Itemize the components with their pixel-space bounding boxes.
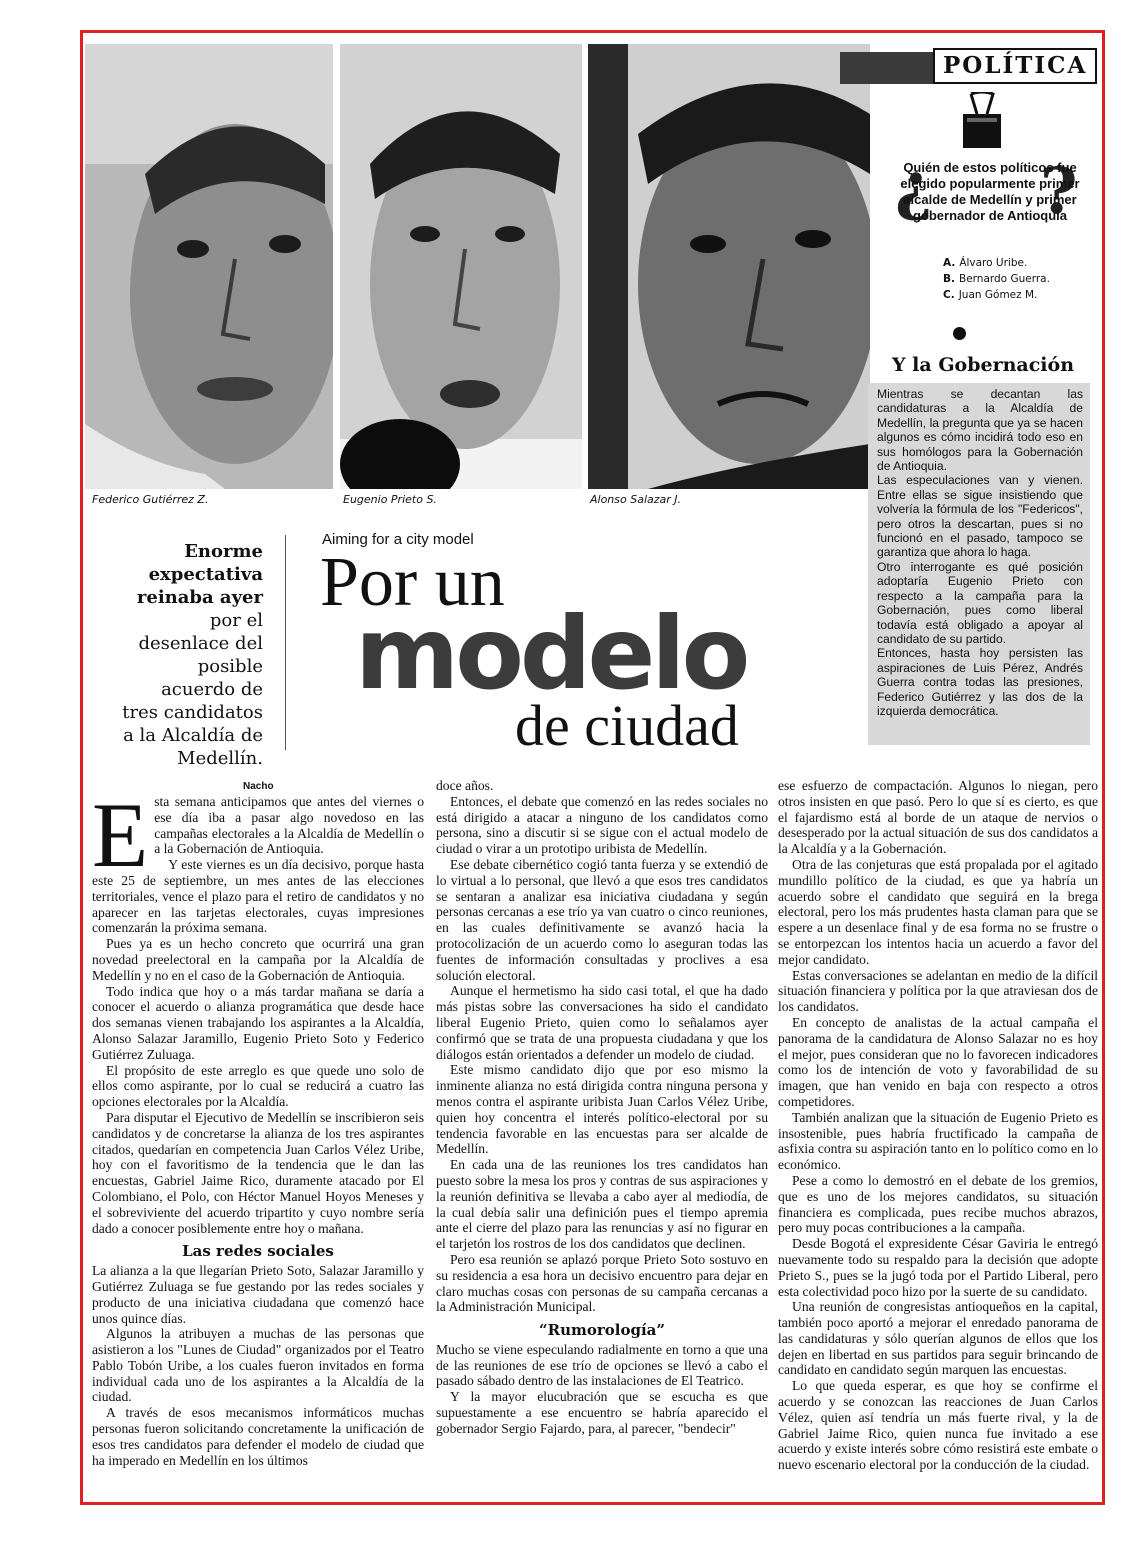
photo-caption: Federico Gutiérrez Z. xyxy=(92,493,209,506)
paragraph: Otra de las conjeturas que está propalada por el agitado mundillo político de la ciudad, es que ya habría un acuerdo sobre el candidato que seguirá en la brega electoral, pero los más prudentes hasta claman para que se espere a un desenlace final y de esa forma no se frustre o se entorpezcan los intentos hacia un acuerdo a favor del mejor candidato. xyxy=(778,856,1098,967)
sidebar-paragraph: Otro interrogante es qué posición adoptaría Eugenio Prieto con respecto a la campaña para la Gobernación, pues como liberal todavía está obligado a apoyar al candidato de su partido. xyxy=(877,559,1083,646)
paragraph: Desde Bogotá el expresidente César Gaviria le entregó nuevamente todo su respaldo para la decisión que adopte Prieto S., pues se la jugó toda por el Partido Liberal, pero esta colectividad poco hizo por la suerte de su candidato. xyxy=(778,1236,1098,1299)
headline-line3: de ciudad xyxy=(515,693,739,758)
byline: Nacho xyxy=(243,781,274,792)
deck-summary: Enorme expectativa reinaba ayer por el desenlace del posible acuerdo de tres candidatos a la Alcaldía de Medellín. xyxy=(122,541,263,769)
photo-eugenio xyxy=(340,44,582,489)
paragraph: También analizan que la situación de Eugenio Prieto es insostenible, pues habría fructificado la campaña de asfixia contra su aspiración tanto en lo político como en lo económico. xyxy=(778,1109,1098,1173)
article-column-2 xyxy=(436,778,768,1437)
paragraph: Una reunión de congresistas antioqueños en la capital, también poco aportó a mejorar el enredado panorama de las candidaturas y sólo querían algunos de ellos que los dejen en libertad en sus partidos para seguir brincando de candidato en candidato según marquen las encuestas. xyxy=(778,1299,1098,1378)
subhead: “Rumorología” xyxy=(538,1321,666,1340)
photo-federico xyxy=(85,44,333,489)
paragraph: Lo que queda esperar, es que hoy se confirme el acuerdo y se conozcan las reacciones de Juan Carlos Vélez, quien así tendría un más fuerte rival, y la de Gabriel Jaime Rico, quien nunca fue invitado a ese acuerdo y existe interés sobre cómo resistirá este embate o nuevo escenario electoral por la conducción de la ciudad. xyxy=(778,1378,1098,1473)
sidebar-title: Y la Gobernación xyxy=(892,354,1075,376)
paragraph: Y este viernes es un día decisivo, porque hasta este 25 de septiembre, un mes antes de las elecciones territoriales, vence el plazo para el retiro de candidatos y no aparecer en las tarjetas electorales, cuyas impresiones comenzarán la próxima semana. xyxy=(92,857,424,936)
headline-line2: modelo xyxy=(355,595,747,712)
paragraph: Para disputar el Ejecutivo de Medellín se inscribieron seis candidatos y de concretarse la alianza de los tres aspirantes citados, quedarían en competencia Juan Carlos Vélez Uribe, hoy con el favoritismo de la tendencia que le dan las encuestas, Gabriel Jaime Rico, duramente atacado por El Colombiano, el Polo, con Héctor Manuel Hoyos Meneses y el sobreviviente del acuerdo tripartito y cuyo nombre sería dado a conocer posiblemente entre hoy o mañana. xyxy=(92,1109,424,1236)
inverted-question-mark: ¿ xyxy=(895,149,933,224)
quiz-option: C. Juan Gómez M. xyxy=(943,289,1038,301)
headline-line1: Por un xyxy=(320,544,505,621)
paragraph: Algunos la atribuyen a muchas de las personas que asistieron a los "Lunes de Ciudad" organizados por el Teatro Pablo Tobón Uribe, a los cuales fueron invitados en forma individual cada uno de los aspirantes a la Alcaldía de la ciudad. xyxy=(92,1326,424,1405)
quiz-options xyxy=(943,255,1050,303)
sidebar-paragraph: Entonces, hasta hoy persisten las aspiraciones de Luis Pérez, Andrés Guerra contra todas las presiones, Federico Gutiérrez y las dos de la izquierda democrática. xyxy=(877,646,1083,718)
paragraph: Entonces, el debate que comenzó en las redes sociales no está dirigido a atacar a ninguno de los candidatos como persona, sino a discutir si se sigue con el actual modelo de ciudad o virar a un prototipo uribista de Medellín. xyxy=(436,793,768,857)
paragraph: En cada una de las reuniones los tres candidatos han puesto sobre la mesa los pros y contras de sus aspiraciones y la reunión definitiva se llevaba a cabo ayer al mediodía, de la cual debía salir una definición pues el tiempo apremia ante el cierre del plazo para las renuncias y así no figurar en el tarjetón los rostros de los dos candidatos que declinen. xyxy=(436,1157,768,1252)
paragraph: Mucho se viene especulando radialmente en torno a que una de las reuniones de ese trío de opciones se llevó a cabo el pasado sábado dentro de las instalaciones de El Teatrico. xyxy=(436,1341,768,1389)
headline-kicker: Aiming for a city model xyxy=(322,531,474,548)
paragraph: En concepto de analistas de la actual campaña el panorama de la candidatura de Alonso Salazar no es hoy el mejor, pues consideran que no lo favorecen indicadores como los de intención de voto y favorabilidad de su imagen, que han venido en baja con respecto a otros competidores. xyxy=(778,1014,1098,1109)
section-label: POLÍTICA xyxy=(933,48,1097,84)
binder-clip-icon xyxy=(957,92,1007,150)
paragraph: El propósito de este arreglo es que quede uno solo de ellos como aspirante, por lo cual se reducirá a cuatro las opciones electorales por la Alcaldía. xyxy=(92,1062,424,1110)
bullet-dot-icon xyxy=(953,327,966,340)
paragraph: Pero esa reunión se aplazó porque Prieto Soto sostuvo en su residencia a esa hora un decisivo encuentro para dejar en claro muchas cosas con personas de su campaña cercanas a la Administración Municipal. xyxy=(436,1251,768,1315)
sidebar-text xyxy=(877,387,1083,718)
paragraph: ese esfuerzo de compactación. Algunos lo niegan, pero otros insisten en que pasó. Pero lo que sí es cierto, es que el fajardismo está al borde de un ataque de nervios o desesperado por la actual situación de sus dos candidatos a la Alcaldía y a la Gobernación. xyxy=(778,778,1098,857)
paragraph: doce años. xyxy=(436,778,494,793)
paragraph: Estas conversaciones se adelantan en medio de la difícil situación financiera y política por la que atraviesan dos de los candidatos. xyxy=(778,967,1098,1015)
quiz-option: B. Bernardo Guerra. xyxy=(943,273,1050,285)
photo-caption: Alonso Salazar J. xyxy=(590,493,682,506)
sidebar-paragraph: Las especulaciones van y vienen. Entre ellas se sigue insistiendo que volvería la fórmula de los "Federicos", pero otros la descartan, pues si no funcionó en el pasado, tampoco se garantiza que ahora lo haga. xyxy=(877,473,1083,560)
photo-caption: Eugenio Prieto S. xyxy=(343,493,437,506)
divider xyxy=(285,535,286,750)
paragraph: Y la mayor elucubración que se escucha es que supuestamente a ese encuentro se habría aparecido el gobernador Sergio Fajardo, para, al parecer, "bendecir" xyxy=(436,1389,768,1436)
photo-alonso xyxy=(588,44,870,489)
paragraph: Aunque el hermetismo ha sido casi total, el que ha dado más pistas sobre las conversaciones ha sido el candidato liberal Eugenio Prieto, quien como lo señalamos ayer confirmó que se trata de una propuesta ciudadana y que los diálogos están orientados a defender un modelo de ciudad. xyxy=(436,983,768,1062)
paragraph: Pues ya es un hecho concreto que ocurrirá una gran novedad preelectoral en la campaña por la Alcaldía de Medellín y no en el caso de la Gobernación de Antioquia. xyxy=(92,936,424,983)
paragraph: sta semana anticipamos que antes del viernes o ese día iba a pasar algo novedoso en las campañas electorales a la Alcaldía de Medellín o a la Gobernación de Antioquia. xyxy=(154,794,424,857)
paragraph: Pese a como lo demostró en el debate de los gremios, que es uno de los mejores candidatos, su situación financiera es complicada, pues recibe muchos abrazos, pero muy pocas contribuciones a la campaña. xyxy=(778,1172,1098,1236)
subhead: Las redes sociales xyxy=(182,1242,334,1261)
article-column-3 xyxy=(778,778,1098,1473)
quiz-question: Quién de estos políticos fue elegido popularmente primer alcalde de Medellín y primer gobernador de Antioquia xyxy=(900,160,1080,223)
paragraph: Ese debate cibernético cogió tanta fuerza y se extendió de lo virtual a lo personal, que llevó a que esos tres candidatos se sentaran a analizar esa iniciativa ciudadana y según personas cercanas a ese trío ya van cuatro o cinco reuniones, en las cuales definitivamente se avanzó hacia la protocolización de un acuerdo como lo aseguran todas las fuentes de información consultadas y proclives a esa solución electoral. xyxy=(436,856,768,983)
quiz-option: A. Álvaro Uribe. xyxy=(943,257,1028,269)
paragraph: La alianza a la que llegarían Prieto Soto, Salazar Jaramillo y Gutiérrez Zuluaga se fue gestando por las redes sociales y producto de una iniciativa ciudadana que comenzó hace unos quince días. xyxy=(92,1263,424,1326)
sidebar-paragraph: Mientras se decantan las candidaturas a la Alcaldía de Medellín, la pregunta que ya se hacen algunos es cómo incidirá todo eso en sus homólogos para la Gobernación de Antioquia. xyxy=(877,387,1083,474)
paragraph: A través de esos mecanismos informáticos muchas personas fueron solicitando concretamente la unificación de esos tres candidatos para defender el modelo de ciudad que ha imperado en Medellín en los últimos xyxy=(92,1405,424,1468)
paragraph: Todo indica que hoy o a más tardar mañana se daría a conocer el acuerdo o alianza programática que desde hace dos semanas vienen trabajando los aspirantes a la Alcaldía, Alonso Salazar Jaramillo, Eugenio Prieto Soto y Federico Gutiérrez Zuluaga. xyxy=(92,983,424,1062)
question-mark: ? xyxy=(1040,154,1078,229)
drop-cap: E xyxy=(92,784,149,886)
paragraph: Este mismo candidato dijo que por eso mismo la inminente alianza no está dirigida contra ninguna persona y menos contra el aspirante uribista Juan Carlos Vélez Uribe, quien hoy concentra el interés político-electoral por su tendencia favorable en las encuestas para ser alcalde de Medellín. xyxy=(436,1062,768,1157)
